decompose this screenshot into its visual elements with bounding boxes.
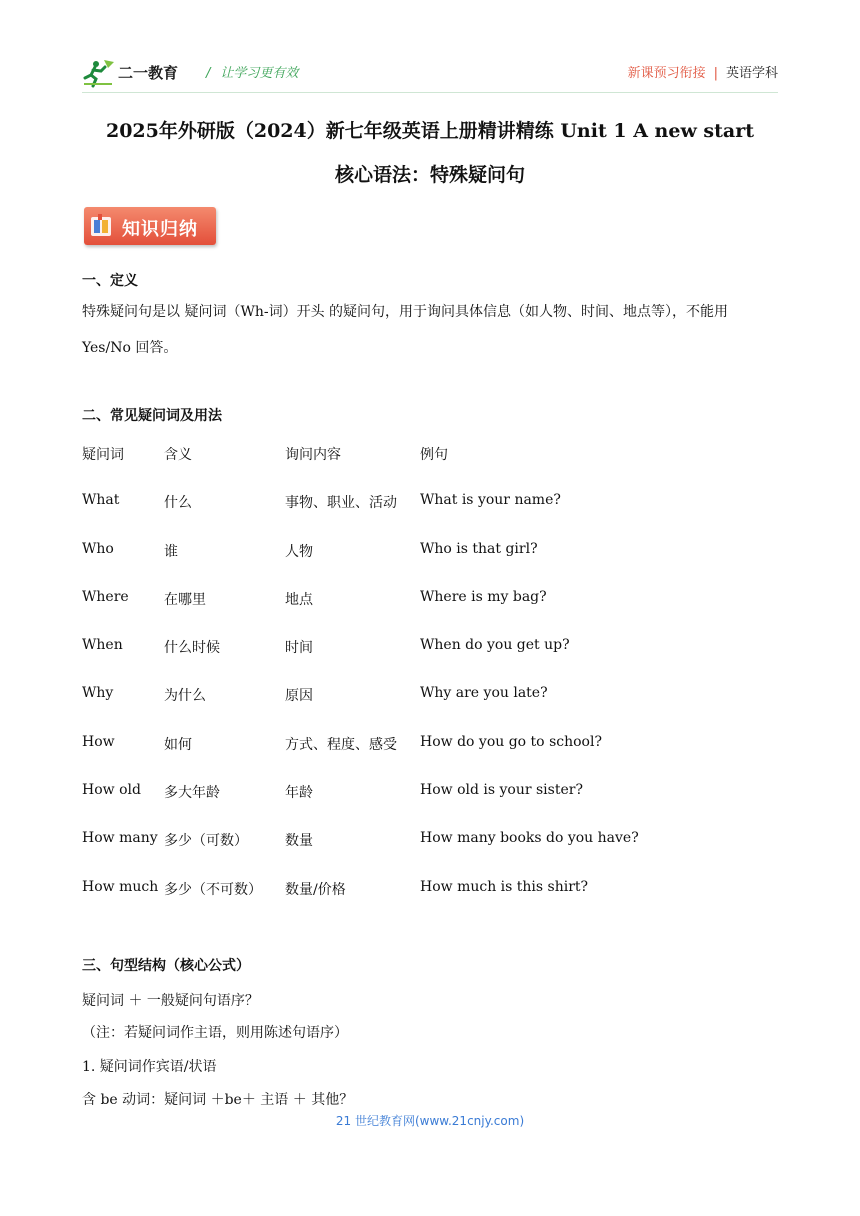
table-cell: How many books do you have? xyxy=(420,830,639,847)
table-cell: Where xyxy=(82,588,129,605)
page-footer: 21 世纪教育网(www.21cnjy.com) xyxy=(335,1114,525,1128)
subject-label: 英语学科 xyxy=(725,66,778,81)
table-cell: 时间 xyxy=(285,640,313,657)
runner-logo-icon xyxy=(82,58,116,88)
table-cell: 人物 xyxy=(285,543,313,560)
logo xyxy=(82,58,192,88)
formula-line: 疑问词 ＋ 一般疑问句语序？ xyxy=(82,993,259,1009)
table-row xyxy=(82,583,782,631)
column-header: 询问内容 xyxy=(285,447,341,463)
be-rule-line: 含 be 动词：疑问词 ＋be＋ 主语 ＋ 其他？ xyxy=(82,1092,354,1108)
table-cell: When xyxy=(82,637,123,654)
table-cell: 谁 xyxy=(164,543,178,560)
note-line: （注：若疑问词作主语，则用陈述句语序） xyxy=(82,1025,348,1041)
table-cell: Who is that girl? xyxy=(420,540,538,557)
point-line: 1. 疑问词作宾语/状语 xyxy=(82,1059,217,1075)
table-cell: Why are you late? xyxy=(420,685,548,702)
table-cell: Where is my bag? xyxy=(420,588,547,605)
table-cell: 数量/价格 xyxy=(285,881,346,898)
header-divider xyxy=(82,92,778,93)
logo-text: 二一教育 xyxy=(118,64,179,82)
table-cell: How much xyxy=(82,878,159,895)
section-heading-definition: 一、定义 xyxy=(82,273,138,289)
table-row xyxy=(82,486,782,534)
table-cell: 事物、职业、活动 xyxy=(285,495,397,512)
column-header: 含义 xyxy=(164,447,192,463)
definition-paragraph: 特殊疑问句是以 疑问词（Wh-词）开头 的疑问句，用于询问具体信息（如人物、时间、地点等），不能用 Yes/No 回答。 xyxy=(82,304,729,356)
table-cell: How many xyxy=(82,830,158,847)
column-header: 疑问词 xyxy=(82,447,124,463)
page-subtitle: 核心语法：特殊疑问句 xyxy=(334,164,525,186)
section-heading-wh-words: 二、常见疑问词及用法 xyxy=(82,408,222,424)
table-row xyxy=(82,776,782,824)
table-cell: Why xyxy=(82,685,114,702)
table-cell: 地点 xyxy=(285,591,313,608)
table-cell: What is your name? xyxy=(420,492,561,509)
table-header-row xyxy=(82,438,782,486)
table-cell: 多大年龄 xyxy=(164,785,220,802)
table-cell: 多少（可数） xyxy=(164,833,248,850)
table-cell: Who xyxy=(82,540,114,557)
table-cell: 原因 xyxy=(285,688,313,705)
section-badge xyxy=(84,207,216,245)
table-row xyxy=(82,679,782,727)
table-cell: How old is your sister? xyxy=(420,782,583,799)
page-title: 2025年外研版（2024）新七年级英语上册精讲精练 Unit 1 A new start xyxy=(105,120,754,142)
column-header: 例句 xyxy=(420,447,448,463)
table-cell: How xyxy=(82,733,115,750)
table-cell: How old xyxy=(82,782,141,799)
slogan: / 让学习更有效 xyxy=(206,66,299,81)
table-cell: When do you get up? xyxy=(420,637,570,654)
table-cell: How do you go to school? xyxy=(420,733,602,750)
preview-link[interactable]: 新课预习衔接 xyxy=(627,66,706,81)
table-row xyxy=(82,631,782,679)
wh-word-table xyxy=(82,438,782,921)
slogan-text: 让学习更有效 xyxy=(220,66,299,81)
table-cell: 年龄 xyxy=(285,785,313,802)
section-heading-structure: 三、句型结构（核心公式） xyxy=(82,958,250,974)
table-cell: 在哪里 xyxy=(164,591,206,608)
table-cell: 方式、程度、感受 xyxy=(285,736,397,753)
table-cell: What xyxy=(82,492,120,509)
table-row xyxy=(82,873,782,921)
page-header xyxy=(82,54,778,90)
table-row xyxy=(82,824,782,872)
table-cell: 多少（不可数） xyxy=(164,881,262,898)
table-row xyxy=(82,728,782,776)
table-row xyxy=(82,535,782,583)
book-icon xyxy=(90,214,112,238)
table-cell: 什么 xyxy=(164,495,192,512)
table-cell: 为什么 xyxy=(164,688,206,705)
header-right: 新课预习衔接 | 英语学科 xyxy=(627,66,778,81)
table-cell: 数量 xyxy=(285,833,313,850)
table-cell: 如何 xyxy=(164,736,192,753)
table-cell: 什么时候 xyxy=(164,640,220,657)
table-cell: How much is this shirt? xyxy=(420,878,589,895)
badge-label: 知识归纳 xyxy=(122,219,198,240)
